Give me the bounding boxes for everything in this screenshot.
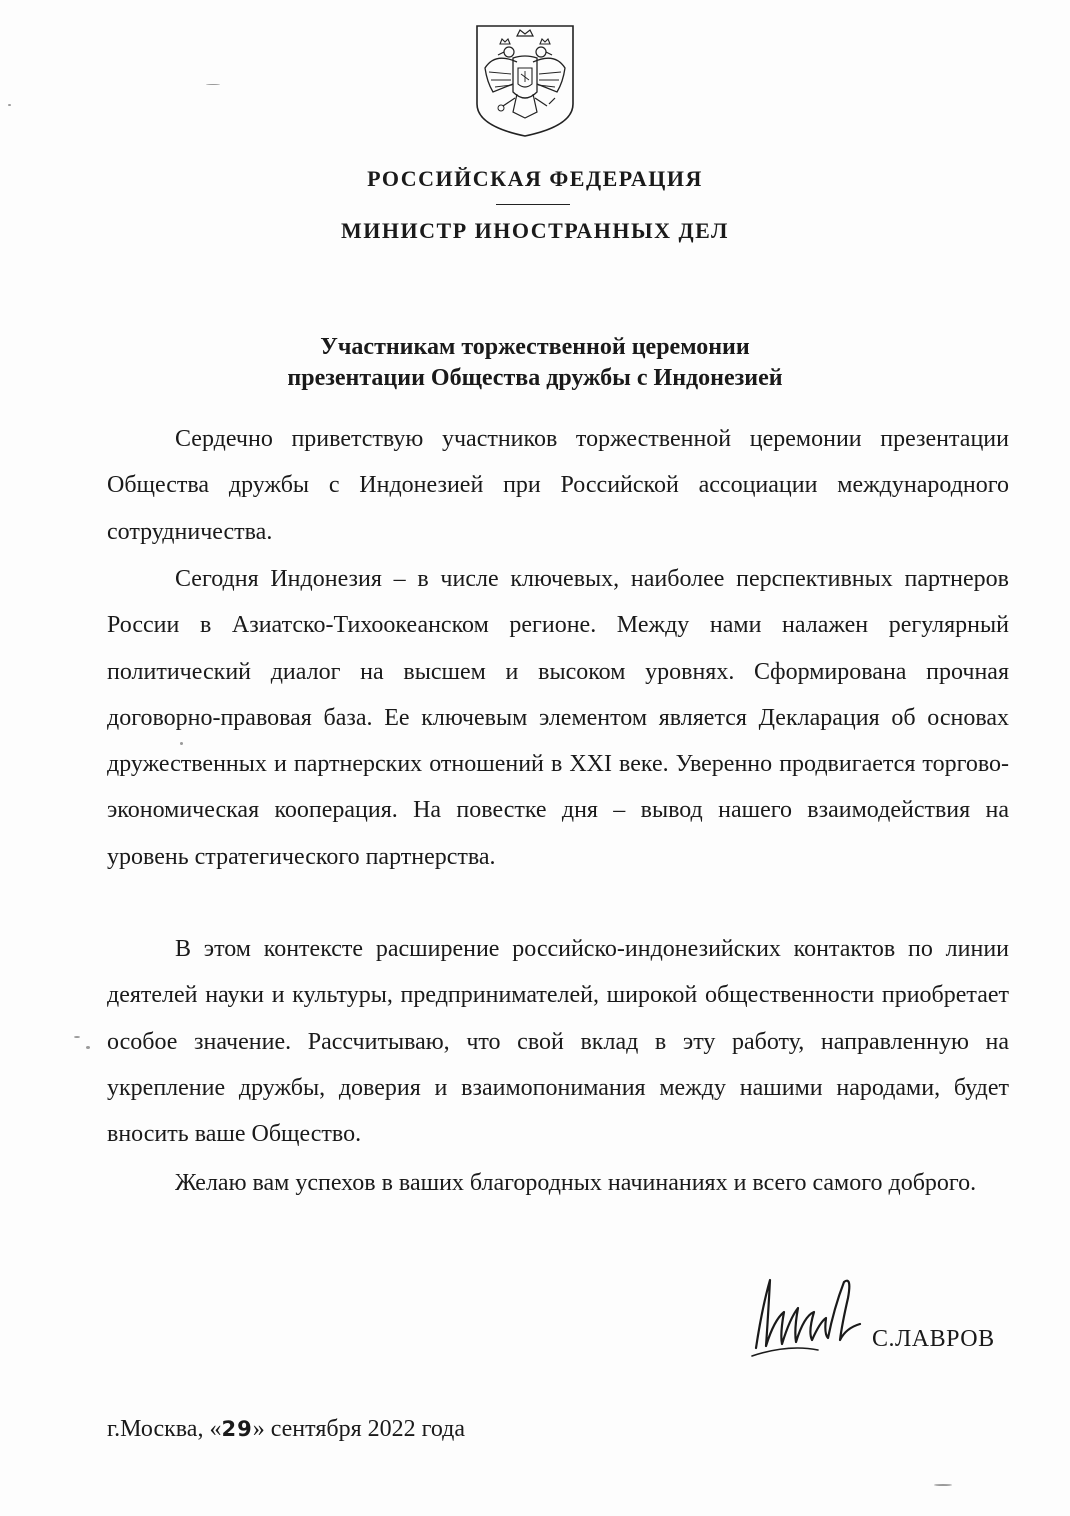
body-paragraph-2: Сегодня Индонезия – в числе ключевых, наиболее перспективных партнеров России в Азиатско-Тихоокеанском регионе. Между нами налажен регулярный политический диалог на высшем и высоком уровнях. Сформирована прочная договорно-правовая база. Ее ключевым элементом является Декларация об основах дружественных и партнерских отношений в XXI веке. Уверенно продвигается торгово-экономическая кооперация. На повестке дня – вывод нашего взаимодействия на уровень стратегического партнерства. <box>107 566 1009 870</box>
russian-coat-of-arms-icon <box>473 22 577 140</box>
body-paragraph-4: Желаю вам успехов в ваших благородных начинаниях и всего самого доброго. <box>175 1170 977 1196</box>
letter-title-line-1: Участникам торжественной церемонии <box>320 334 750 360</box>
body-paragraph-1: Сердечно приветствую участников торжественной церемонии презентации Общества дружбы с Индонезией при Российской ассоциации международного сотрудничества. <box>107 426 1009 545</box>
date-day: 29 <box>221 1417 253 1441</box>
header-divider <box>496 204 570 205</box>
handwritten-signature-icon <box>748 1268 866 1360</box>
country-heading: РОССИЙСКАЯ ФЕДЕРАЦИЯ <box>367 166 703 191</box>
date-prefix: г.Москва, « <box>107 1416 222 1442</box>
signer-name: С.ЛАВРОВ <box>872 1326 995 1352</box>
office-heading: МИНИСТР ИНОСТРАННЫХ ДЕЛ <box>341 218 729 243</box>
body-paragraph-3: В этом контексте расширение российско-индонезийских контактов по линии деятелей науки и культуры, предпринимателей, широкой общественности приобретает особое значение. Рассчитываю, что свой вклад в эту работу, направленную на укрепление дружбы, доверия и взаимопонимания между нашими народами, будет вносить ваше Общество. <box>107 936 1009 1148</box>
letter-title-line-2: презентации Общества дружбы с Индонезией <box>287 365 783 391</box>
scan-speck <box>8 104 11 106</box>
scan-speck <box>180 742 183 745</box>
place-and-date <box>107 1416 465 1443</box>
scan-speck <box>934 1484 952 1486</box>
scan-speck <box>206 84 220 85</box>
date-suffix: » сентября 2022 года <box>252 1416 466 1442</box>
scan-speck <box>74 1036 80 1038</box>
scan-speck <box>86 1046 90 1049</box>
